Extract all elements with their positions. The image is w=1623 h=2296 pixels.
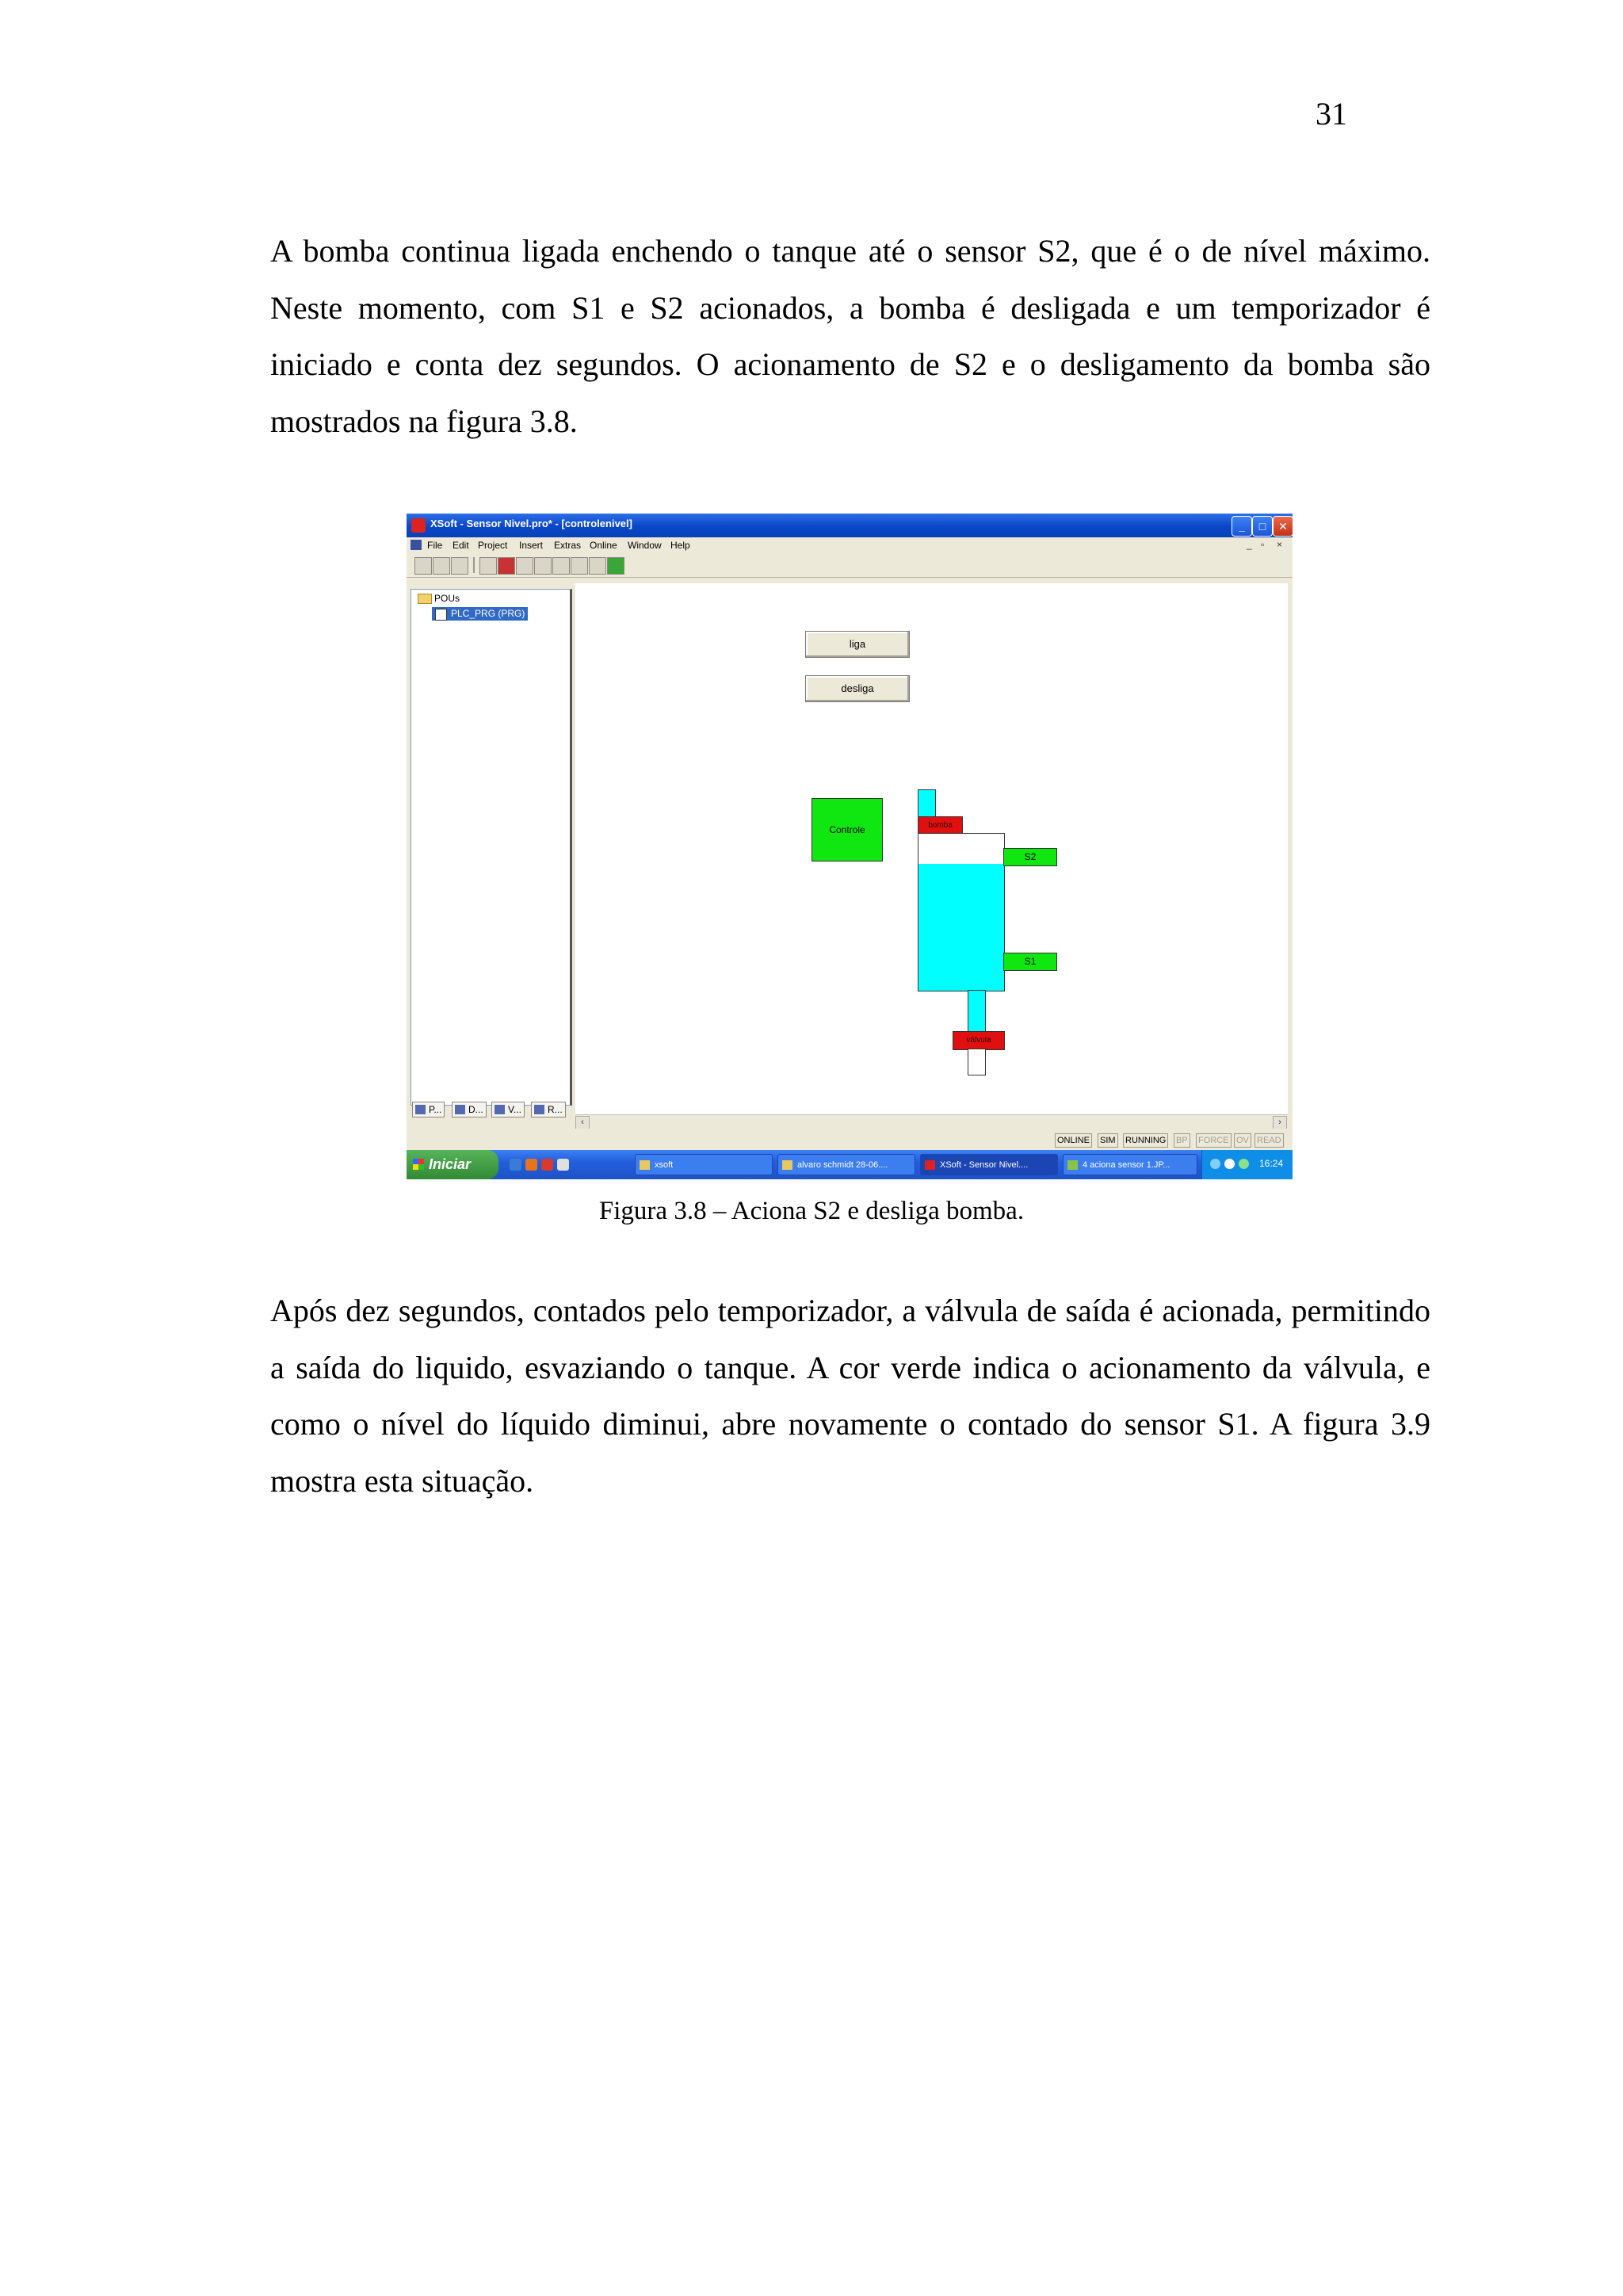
xsoft-icon (925, 1160, 935, 1170)
data-types-icon (455, 1105, 465, 1114)
tree-root-label: POUs (434, 593, 460, 604)
explorer-icon[interactable] (557, 1159, 569, 1171)
task-label: 4 aciona sensor 1.JP... (1083, 1160, 1170, 1170)
minimize-button[interactable]: _ (1232, 516, 1252, 537)
task-image-viewer[interactable] (1063, 1154, 1197, 1175)
windows-logo-icon (413, 1159, 424, 1170)
security-icon[interactable] (1239, 1159, 1249, 1169)
sensor-s2: S2 (1003, 848, 1057, 866)
menu-window[interactable]: Window (628, 540, 662, 551)
scroll-right-icon[interactable]: › (1273, 1116, 1287, 1129)
system-tray (1201, 1150, 1293, 1179)
menu-project[interactable]: Project (478, 540, 508, 551)
start-button[interactable] (407, 1150, 498, 1179)
organizer-tabs (411, 1100, 569, 1117)
mdi-restore-button[interactable]: ▫ (1261, 539, 1265, 550)
object-organizer (411, 589, 572, 1106)
tab-visualizations[interactable] (491, 1102, 525, 1117)
run-icon[interactable] (516, 557, 533, 575)
folder-icon (418, 594, 432, 604)
copy-icon[interactable] (589, 557, 606, 575)
horizontal-scrollbar[interactable] (575, 1114, 1288, 1129)
tab-data-types[interactable] (452, 1102, 487, 1117)
sensor-s1: S1 (1003, 953, 1057, 971)
status-force: FORCE (1196, 1133, 1232, 1148)
toolbar (407, 553, 1293, 578)
tank (918, 833, 1005, 991)
title-bar (407, 514, 1293, 537)
visualization-canvas (575, 583, 1288, 1114)
browser-icon[interactable] (525, 1159, 537, 1171)
volume-icon[interactable] (1224, 1159, 1235, 1169)
save-icon[interactable] (451, 557, 468, 575)
task-xsoft-folder[interactable] (635, 1154, 773, 1175)
resources-icon (534, 1105, 544, 1114)
open-folder-icon[interactable] (433, 557, 450, 575)
menu-insert[interactable]: Insert (519, 540, 544, 551)
pous-icon (415, 1105, 426, 1114)
window-title: XSoft - Sensor Nivel.pro* - [controlenivel] (430, 518, 632, 529)
visualization-icon (495, 1105, 505, 1114)
document-icon (782, 1160, 792, 1170)
login-icon[interactable] (479, 557, 497, 575)
breakpoint-icon[interactable] (552, 557, 570, 575)
taskbar (407, 1150, 1293, 1179)
status-read: READ (1254, 1133, 1284, 1148)
step-icon[interactable] (534, 557, 552, 575)
page-number: 31 (1316, 96, 1347, 132)
new-file-icon[interactable] (414, 557, 432, 575)
menu-edit[interactable]: Edit (453, 540, 469, 551)
task-label: XSoft - Sensor Nivel.... (940, 1160, 1029, 1170)
tab-label: V... (508, 1104, 521, 1115)
status-ov: OV (1234, 1133, 1251, 1148)
network-icon[interactable] (1210, 1159, 1220, 1169)
pump-indicator: bomba (918, 816, 963, 835)
figure-screenshot (407, 514, 1293, 1179)
controle-indicator: Controle (812, 798, 883, 861)
menu-bar (407, 537, 1293, 553)
liga-button[interactable]: liga (805, 631, 910, 658)
task-document[interactable] (777, 1154, 915, 1175)
tree-item-pous[interactable] (418, 593, 460, 604)
clock: 16:24 (1259, 1158, 1284, 1169)
body-paragraph-1: A bomba continua ligada enchendo o tanque até o sensor S2, que é o de nível máximo. Neste momento, com S1 e S2 acionados, a bomba é desligada e um temporizador é iniciado e conta dez segundos. O acionamento de S2 e o desligamento da bomba são mostrados na figura 3.8. (270, 233, 1430, 439)
body-paragraph-2: Após dez segundos, contados pelo temporizador, a válvula de saída é acionada, permitindo a saída do liquido, esvaziando o tanque. A cor verde indica o acionamento da válvula, e como o nível do líquido diminui, abre novamente o contado do sensor S1. A figura 3.9 mostra esta situação. (270, 1293, 1430, 1499)
figure-caption: Figura 3.8 – Aciona S2 e desliga bomba. (598, 1197, 1025, 1225)
status-sim: SIM (1098, 1133, 1118, 1148)
task-xsoft-window[interactable] (920, 1154, 1058, 1175)
folder-icon (640, 1160, 650, 1170)
app-icon (411, 518, 426, 533)
toolbar-separator (473, 557, 475, 573)
desliga-button[interactable]: desliga (805, 675, 910, 702)
status-online: ONLINE (1055, 1133, 1092, 1148)
program-icon (435, 609, 447, 621)
tab-resources[interactable] (531, 1102, 566, 1117)
print-icon[interactable] (571, 557, 588, 575)
status-bp: BP (1174, 1133, 1190, 1148)
media-icon[interactable] (541, 1159, 553, 1171)
tab-pous[interactable] (412, 1102, 445, 1117)
document-icon (411, 540, 422, 550)
outlet-pipe (968, 990, 986, 1035)
tree-child-label: PLC_PRG (PRG) (451, 608, 525, 619)
scroll-left-icon[interactable]: ‹ (575, 1116, 590, 1129)
maximize-button[interactable]: □ (1252, 516, 1273, 537)
menu-help[interactable]: Help (670, 540, 690, 551)
stop-icon[interactable] (498, 557, 515, 575)
close-button[interactable]: ✕ (1273, 516, 1293, 537)
menu-file[interactable]: File (427, 540, 443, 551)
mdi-close-button[interactable]: × (1277, 539, 1283, 550)
task-label: xsoft (655, 1160, 674, 1170)
tab-label: P... (429, 1104, 442, 1115)
menu-extras[interactable]: Extras (554, 540, 582, 551)
inlet-pipe (918, 789, 936, 818)
tab-label: R... (548, 1104, 563, 1115)
image-icon (1067, 1160, 1078, 1170)
menu-online[interactable]: Online (590, 540, 617, 551)
outlet-drain (968, 1049, 986, 1075)
tab-label: D... (468, 1104, 483, 1115)
task-label: alvaro schmidt 28-06.... (797, 1160, 888, 1170)
status-bar (407, 1129, 1293, 1150)
tree-item-plc-prg[interactable] (432, 607, 528, 621)
tank-liquid-level (918, 864, 1004, 991)
desktop-icon[interactable] (510, 1159, 521, 1171)
outlet-valve-indicator: válvula (953, 1031, 1005, 1050)
start-label: Iniciar (429, 1156, 472, 1172)
find-icon[interactable] (607, 557, 624, 575)
mdi-minimize-button[interactable]: _ (1247, 539, 1252, 550)
status-running: RUNNING (1123, 1133, 1168, 1148)
